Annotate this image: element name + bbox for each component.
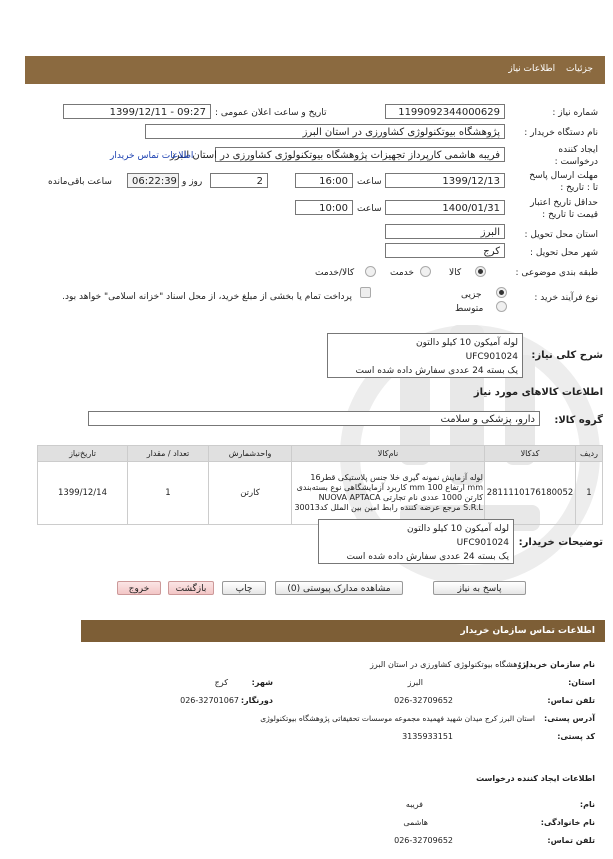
row-index: 1: [576, 462, 603, 525]
row-name-line-3: کارتن 1000 عددی نام تجارتی NUOVA APTACA: [318, 493, 483, 502]
validity-date-field: 1400/01/31: [385, 200, 505, 215]
deadline-time-label: ساعت: [357, 177, 382, 187]
requester-name-label: نام:: [579, 800, 595, 809]
col-date: تاریخ‌نیاز: [38, 446, 128, 462]
row-unit: کارتن: [209, 462, 292, 525]
process-partial-radio[interactable]: [496, 287, 507, 298]
category-goods-service-radio[interactable]: [365, 266, 376, 277]
category-goods-service-label: کالا/خدمت: [315, 268, 355, 278]
deadline-date-field: 1399/12/13: [385, 173, 505, 188]
city-label: شهر محل تحویل :: [529, 248, 598, 258]
goods-group-label: گروه کالا:: [554, 415, 603, 426]
city-field: کرج: [385, 243, 505, 258]
contact-address-label: آدرس پستی:: [544, 714, 595, 723]
requester-family-label: نام خانوادگی:: [540, 818, 595, 827]
contact-city-label: شهر:: [251, 678, 273, 687]
creator-field: فریبه هاشمی کارپرداز تجهیزات پژوهشگاه بیوتکنولوژی کشاورزی در استان البرز: [215, 147, 505, 162]
requester-phone-value: 026-32709652: [394, 836, 453, 845]
category-service-label: خدمت: [390, 268, 414, 278]
announce-label: تاریخ و ساعت اعلان عمومی :: [215, 108, 327, 118]
row-name-line-1: لوله آزمایش نمونه گیری خلا جنس پلاستیکی قطر16: [310, 473, 483, 482]
goods-table: [37, 445, 603, 525]
row-name-line-4: S.R.L مرجع عرضه کننده رابط امین بین الملل کد30013: [294, 503, 483, 512]
contact-postal-label: کد پستی:: [557, 732, 595, 741]
row-name-line-2: mm ارتفاع 100 mm کاربرد آزمایشگاهی نوع بسته‌بندی: [296, 483, 483, 492]
category-service-radio[interactable]: [420, 266, 431, 277]
col-index: ردیف: [576, 446, 603, 462]
col-qty: تعداد / مقدار: [128, 446, 209, 462]
deadline-label: مهلت ارسال پاسخ تا : تاریخ :: [529, 171, 598, 193]
announce-field: 1399/12/11 - 09:27: [63, 104, 211, 119]
print-button[interactable]: چاپ: [222, 581, 266, 595]
row-date: 1399/12/14: [38, 462, 128, 525]
contact-buyer-link[interactable]: اطلاعات تماس خریدار: [110, 151, 194, 161]
contact-org-value: پژوهشگاه بیوتکنولوژی کشاورزی در استان البرز: [370, 660, 528, 669]
description-label: شرح کلی نیاز:: [531, 350, 603, 361]
nav-need-info-tab[interactable]: اطلاعات نیاز: [508, 64, 556, 74]
contact-city-value: کرج: [214, 678, 228, 687]
need-number-label: شماره نیاز :: [552, 108, 598, 118]
goods-section-title: اطلاعات کالاهای مورد نیاز: [473, 387, 603, 398]
need-number-field: 1199092344000629: [385, 104, 505, 119]
goods-group-field: دارو، پزشکی و سلامت: [88, 411, 540, 426]
requester-family-value: هاشمی: [403, 818, 428, 827]
category-goods-radio[interactable]: [475, 266, 486, 277]
buyer-field: پژوهشگاه بیوتکنولوژی کشاورزی در استان البرز: [145, 124, 505, 139]
process-partial-label: جزیی: [461, 290, 482, 300]
min-validity-label: حداقل تاریخ اعتبار قیمت تا تاریخ :: [530, 198, 598, 220]
remaining-time-field: 06:22:39: [127, 173, 179, 188]
col-name: نام‌کالا: [292, 446, 485, 462]
requester-phone-label: تلفن تماس:: [547, 836, 595, 845]
payment-note: پرداخت تمام یا بخشی از مبلغ خرید، از محل اسناد "خزانه اسلامی" خواهد بود.: [62, 292, 352, 302]
contact-phone-value: 026-32709652: [394, 696, 453, 705]
category-label: طبقه بندی موضوعی :: [515, 268, 598, 278]
contact-province-value: البرز: [407, 678, 423, 687]
treasury-checkbox[interactable]: [360, 287, 371, 298]
buyer-notes-line-1: لوله آمیکون 10 کیلو دالتون: [407, 524, 509, 534]
process-medium-radio[interactable]: [496, 301, 507, 312]
buyer-notes-label: توضیحات خریدار:: [518, 537, 603, 548]
description-box: [327, 333, 523, 378]
attachments-button[interactable]: مشاهده مدارک پیوستی (0): [275, 581, 403, 595]
buyer-notes-box: [318, 519, 514, 564]
contact-title: اطلاعات تماس سازمان خریدار: [460, 626, 595, 636]
back-button[interactable]: بازگشت: [168, 581, 214, 595]
nav-details[interactable]: جزئیات: [566, 64, 593, 74]
requester-name-value: فریبه: [405, 800, 423, 809]
table-row[interactable]: [38, 462, 603, 525]
row-name: [292, 462, 485, 525]
col-code: کدکالا: [485, 446, 576, 462]
row-qty: 1: [128, 462, 209, 525]
remaining-label: ساعت باقی‌مانده: [48, 177, 112, 187]
buyer-notes-line-2: UFC901024: [456, 538, 509, 548]
contact-postal-value: 3135933151: [402, 732, 453, 741]
days-field: 2: [210, 173, 268, 188]
process-medium-label: متوسط: [455, 304, 484, 314]
contact-province-label: استان:: [568, 678, 595, 687]
buyer-notes-line-3: یک بسته 24 عددی سفارش داده شده است: [346, 552, 509, 562]
goods-table-header: [38, 446, 603, 462]
category-goods-label: کالا: [449, 268, 462, 278]
validity-time-field: 10:00: [295, 200, 353, 215]
contact-fax-value: 026-32701067: [180, 696, 239, 705]
contact-address-value: استان البرز کرج میدان شهید فهمیده مجموعه موسسات تحقیقاتی پژوهشگاه بیوتکنولوژی: [260, 714, 535, 723]
process-label: نوع فرآیند خرید :: [534, 293, 598, 303]
province-label: استان محل تحویل :: [524, 230, 598, 240]
description-line-1: لوله آمیکون 10 کیلو دالتون: [416, 338, 518, 348]
exit-button[interactable]: خروج: [117, 581, 161, 595]
description-line-2: UFC901024: [465, 352, 518, 362]
contact-fax-label: دورنگار:: [240, 696, 273, 705]
row-code: 2811110176180052: [485, 462, 576, 525]
validity-time-label: ساعت: [357, 204, 382, 214]
contact-org-label: نام سازمان خریدار:: [518, 660, 595, 669]
creator-label: ایجاد کننده درخواست :: [554, 145, 598, 167]
buyer-label: نام دستگاه خریدار :: [524, 128, 598, 138]
header-nav: [25, 64, 593, 74]
deadline-time-field: 16:00: [295, 173, 353, 188]
requester-title: اطلاعات ایجاد کننده درخواست: [476, 774, 595, 783]
province-field: البرز: [385, 224, 505, 239]
contact-phone-label: تلفن تماس:: [547, 696, 595, 705]
days-label: روز و: [182, 177, 203, 187]
description-line-3: یک بسته 24 عددی سفارش داده شده است: [355, 366, 518, 376]
reply-button[interactable]: پاسخ به نیاز: [433, 581, 526, 595]
col-unit: واحدشمارش: [209, 446, 292, 462]
